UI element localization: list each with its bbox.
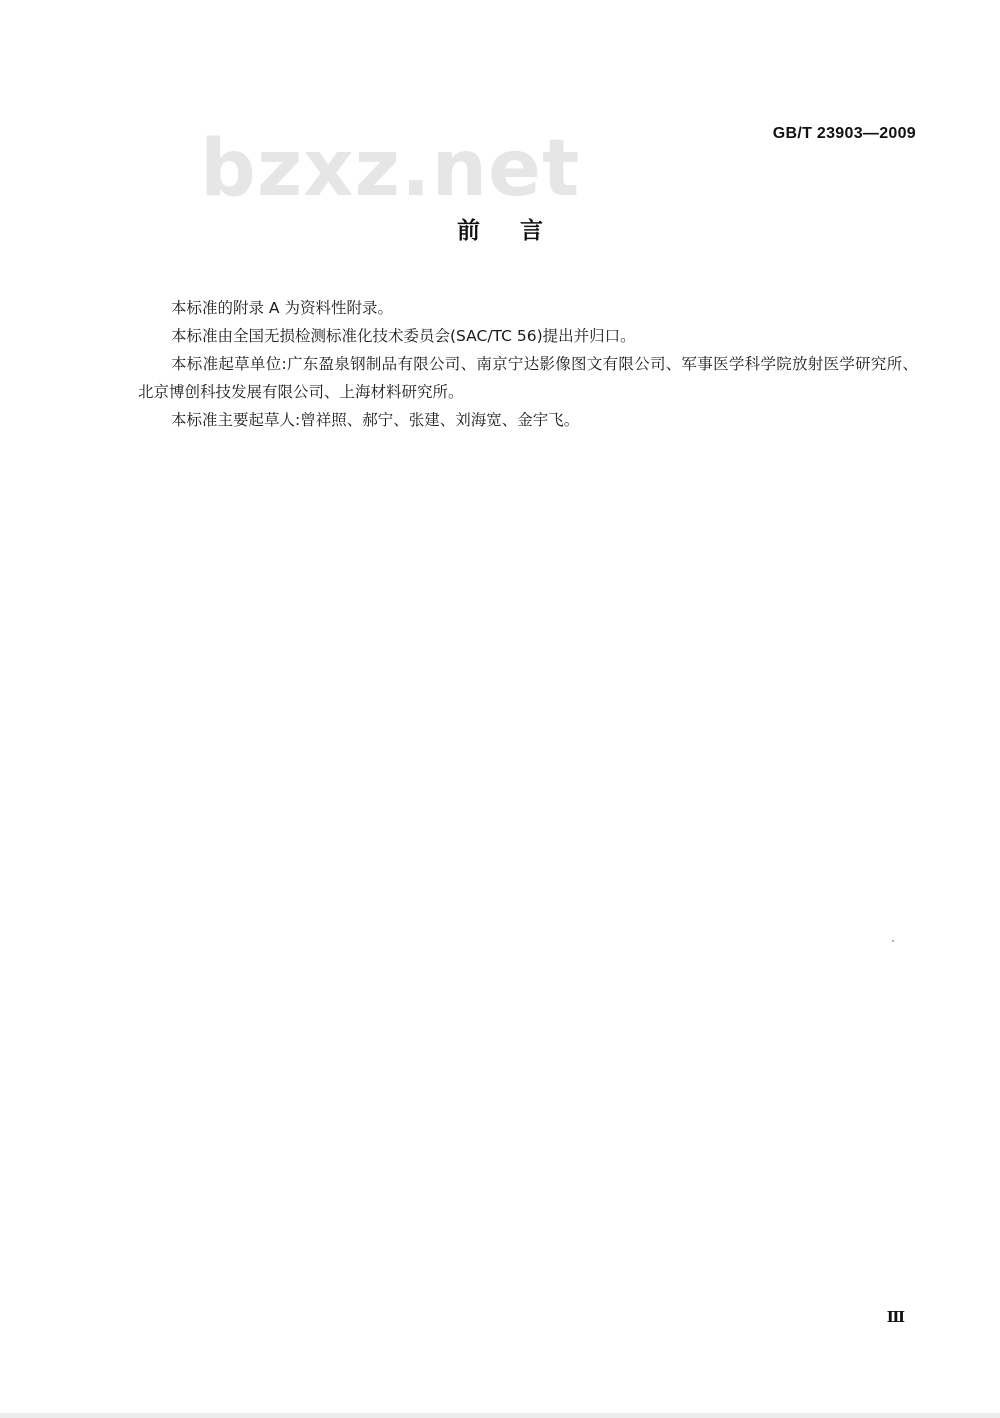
watermark-logo: bzxz.net [200,124,581,214]
paragraph-drafters: 本标准主要起草人:曾祥照、郝宁、张建、刘海宽、金宇飞。 [171,411,580,429]
page-bottom-edge [0,1413,1000,1418]
paragraph-committee: 本标准由全国无损检测标准化技术委员会(SAC/TC 56)提出并归口。 [171,327,636,345]
page-title: 前言 [457,218,583,244]
paragraph-drafting-units: 本标准起草单位:广东盈泉钢制品有限公司、南京宁达影像图文有限公司、军事医学科学院放射医学研究所、北京博创科技发展有限公司、上海材料研究所。 [138,355,918,401]
foreword-body [138,294,918,434]
page-number: Ⅲ [886,1310,905,1326]
paragraph-annex: 本标准的附录 A 为资料性附录。 [171,299,393,317]
standard-number: GB/T 23903—2009 [772,125,916,142]
scan-speck [892,940,894,942]
